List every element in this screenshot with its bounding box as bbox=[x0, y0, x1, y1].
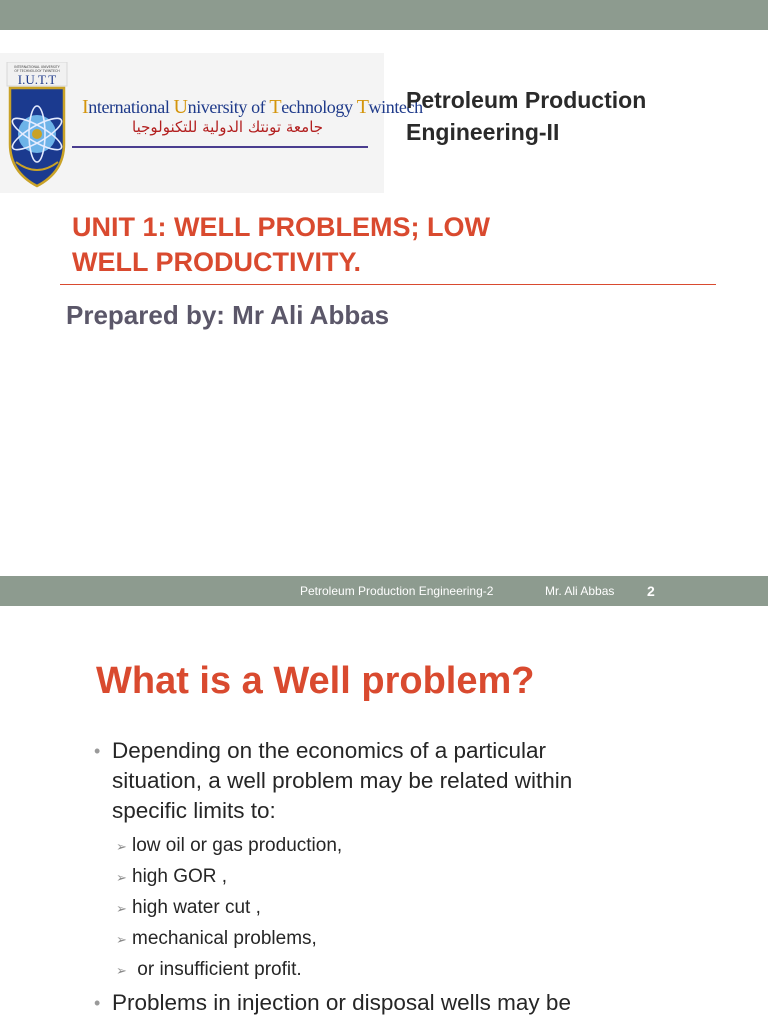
arrow-bullet-icon: ➢ bbox=[116, 963, 127, 978]
bullet-item bbox=[94, 988, 654, 1018]
unit-title-line-1: UNIT 1: WELL PROBLEMS; LOW bbox=[72, 212, 490, 242]
list-item: ➢ low oil or gas production, bbox=[116, 830, 342, 861]
prepared-by: Prepared by: Mr Ali Abbas bbox=[66, 300, 390, 330]
course-title bbox=[406, 84, 746, 148]
course-title-line-2: Engineering-II bbox=[406, 119, 560, 145]
unit-title bbox=[72, 210, 552, 280]
list-item: ➢ high GOR , bbox=[116, 861, 342, 892]
crest-small-line-1: INTERNATIONAL UNIVERSITY bbox=[14, 65, 60, 69]
arrow-bullet-icon: ➢ bbox=[116, 901, 127, 916]
university-name-ar: جامعة تونتك الدولية للتكنولوجيا bbox=[132, 118, 324, 136]
university-name-en: International University of Technology Twintech bbox=[82, 96, 423, 118]
bullet-dot-icon: • bbox=[94, 993, 101, 1013]
top-band bbox=[0, 0, 768, 30]
title-divider bbox=[60, 284, 716, 285]
bullet-line: Problems in injection or disposal wells may be bbox=[112, 990, 571, 1015]
sub-bullet-list bbox=[116, 830, 342, 985]
logo-underline bbox=[72, 146, 368, 148]
unit-title-line-2: WELL PRODUCTIVITY. bbox=[72, 247, 362, 277]
crest-small-line-2: OF TECHNOLOGY TWINTECH bbox=[14, 69, 60, 73]
arrow-bullet-icon: ➢ bbox=[116, 932, 127, 947]
crest-monogram: I.U.T.T bbox=[17, 72, 57, 87]
list-item: ➢ or insufficient profit. bbox=[116, 954, 342, 985]
bullet-dot-icon: • bbox=[94, 741, 101, 761]
footer-course-name: Petroleum Production Engineering-2 bbox=[300, 584, 494, 598]
arrow-bullet-icon: ➢ bbox=[116, 870, 127, 885]
list-item: ➢ high water cut , bbox=[116, 892, 342, 923]
footer-author: Mr. Ali Abbas bbox=[545, 584, 615, 598]
list-item: ➢ mechanical problems, bbox=[116, 923, 342, 954]
course-title-line-1: Petroleum Production bbox=[406, 87, 647, 113]
bullet-item bbox=[94, 736, 654, 826]
page-number: 2 bbox=[647, 583, 655, 599]
university-crest-icon bbox=[6, 62, 68, 190]
arrow-bullet-icon: ➢ bbox=[116, 839, 127, 854]
slide-title: What is a Well problem? bbox=[96, 660, 535, 702]
bullet-line: situation, a well problem may be related within bbox=[112, 768, 573, 793]
bullet-line: Depending on the economics of a particular bbox=[112, 738, 547, 763]
bullet-line: specific limits to: bbox=[112, 798, 276, 823]
